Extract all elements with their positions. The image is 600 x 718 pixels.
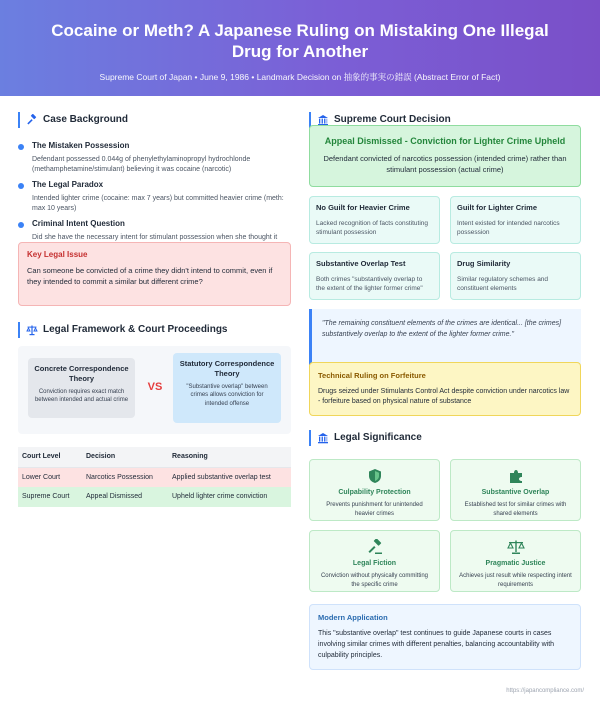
courthouse-icon: [317, 432, 329, 444]
ruling-card: [309, 196, 440, 244]
table-cell: Narcotics Possession: [82, 467, 168, 487]
table-header-row: [18, 447, 291, 467]
column-header: Decision: [82, 447, 168, 467]
significance-card: [309, 530, 440, 592]
significance-card-desc: Prevents punishment for unintended heavier crimes: [326, 502, 423, 517]
gavel-icon: [26, 114, 38, 126]
page-title: Cocaine or Meth? A Japanese Ruling on Mistaking One Illegal Drug for Another: [51, 21, 549, 62]
significance-card-title: Culpability Protection: [338, 489, 411, 496]
card-title: No Guilt for Heavier Crime: [316, 203, 410, 212]
significance-card-desc: Established test for similar crimes with shared elements: [464, 502, 567, 517]
gavel-icon: [310, 538, 439, 556]
forfeiture-title: Technical Ruling on Forfeiture: [318, 371, 426, 380]
theory-comparison: [18, 346, 291, 434]
significance-card-title: Substantive Overlap: [481, 489, 550, 496]
bullet-dot: [18, 144, 24, 150]
table-row: [18, 467, 291, 487]
column-header: Reasoning: [168, 447, 291, 467]
decision-title: Appeal Dismissed - Conviction for Lighter Crime Upheld: [324, 136, 566, 146]
framework-title: Legal Framework & Court Proceedings: [43, 324, 228, 336]
card-title: Guilt for Lighter Crime: [457, 203, 538, 212]
card-desc: Lacked recognition of facts constituting stimulant possession: [316, 220, 429, 237]
table-cell: Supreme Court: [18, 487, 82, 507]
modern-application-desc: This "substantive overlap" test continues to guide Japanese courts in cases involving similar crimes with different penalties, balancing accountability with culpability principles.: [318, 630, 555, 659]
key-issue-desc: Can someone be convicted of a crime they didn't intend to commit, even if they intended to commit a similar but different crime?: [27, 265, 273, 286]
bullet-dot: [18, 222, 24, 228]
card-title: Substantive Overlap Test: [316, 259, 406, 268]
decision-desc: Defendant convicted of narcotics possession (intended crime) rather than stimulant possession (actual crime): [323, 154, 567, 174]
card-desc: Similar regulatory schemes and constituent elements: [457, 276, 549, 293]
footer-url[interactable]: https://japancompliance.com/: [506, 687, 584, 694]
bullet-title: The Mistaken Possession: [32, 141, 130, 150]
shield-icon: [310, 467, 439, 485]
scales-icon: [451, 538, 580, 556]
significance-heading: [309, 430, 422, 446]
theory-desc: "Substantive overlap" between crimes allows conviction for intended offense: [186, 383, 268, 407]
table-cell: Applied substantive overlap test: [168, 467, 291, 487]
bullet-desc: Defendant possessed 0.044g of phenylethylaminopropyl hydrochlonde (methamphetamine/stimulant) believing it was cocaine (narcotic): [32, 155, 251, 173]
significance-card: [309, 459, 440, 521]
ruling-card: [450, 196, 581, 244]
significance-card: [450, 530, 581, 592]
bullet-desc: Did she have the necessary intent for stimulant possession when she thought it: [32, 233, 278, 241]
bullet-dot: [18, 183, 24, 189]
bullet-desc: Intended lighter crime (cocaine: max 7 years) but committed heavier crime (meth: max 10 years): [32, 194, 284, 212]
list-item: [18, 180, 291, 213]
card-title: Drug Similarity: [457, 259, 511, 268]
table-cell: Lower Court: [18, 467, 82, 487]
court-proceedings-table: [18, 447, 291, 507]
statutory-theory-card: [173, 353, 281, 423]
modern-application-box: [309, 604, 581, 670]
significance-card-title: Legal Fiction: [352, 560, 397, 567]
card-desc: Intent existed for intended narcotics possession: [457, 220, 560, 237]
court-quote: [309, 309, 581, 365]
list-item: [18, 141, 291, 174]
concrete-theory-card: [28, 358, 135, 418]
puzzle-icon: [451, 467, 580, 485]
modern-application-title: Modern Application: [318, 613, 388, 622]
theory-title: Statutory Correspondence Theory: [179, 359, 275, 378]
main-content: [0, 96, 600, 704]
table-cell: Appeal Dismissed: [82, 487, 168, 507]
forfeiture-desc: Drugs seized under Stimulants Control Act despite conviction under narcotics law - forfeiture based on physical nature of substance: [318, 388, 570, 406]
page-subtitle: Supreme Court of Japan • June 9, 1986 • Landmark Decision on 抽象的事実の錯誤 (Abstract Error of Fact): [99, 71, 501, 82]
card-desc: Both crimes "substantively overlap to the extent of the lighter former crime": [316, 276, 423, 293]
decision-section-title: Supreme Court Decision: [334, 114, 451, 126]
key-issue-box: [18, 242, 291, 306]
significance-card-desc: Achieves just result while respecting intent requirements: [459, 573, 572, 588]
header: [0, 0, 600, 96]
decision-box: [309, 125, 581, 187]
scales-icon: [26, 324, 38, 336]
vs-label: VS: [147, 381, 163, 393]
significance-card-desc: Conviction without physically committing the specific crime: [320, 573, 429, 588]
column-header: Court Level: [18, 447, 82, 467]
bullet-title: Criminal Intent Question: [32, 219, 125, 228]
case-background-title: Case Background: [43, 114, 129, 126]
significance-card: [450, 459, 581, 521]
key-issue-title: Key Legal Issue: [27, 250, 88, 259]
theory-desc: Conviction requires exact match between intended and actual crime: [34, 388, 129, 404]
theory-title: Concrete Correspondence Theory: [34, 364, 129, 383]
ruling-card: [309, 252, 440, 300]
significance-title: Legal Significance: [334, 432, 422, 444]
framework-heading: [18, 322, 228, 338]
significance-card-title: Pragmatic Justice: [485, 560, 546, 567]
table-cell: Upheld lighter crime conviction: [168, 487, 291, 507]
forfeiture-box: [309, 362, 581, 416]
case-background-heading: [18, 112, 128, 128]
ruling-card: [450, 252, 581, 300]
bullet-title: The Legal Paradox: [32, 180, 104, 189]
table-row: [18, 487, 291, 507]
quote-text: "The remaining constituent elements of the crimes are identical... [the crimes] substantively overlap to the extent of the lighter former crime.": [322, 320, 562, 338]
